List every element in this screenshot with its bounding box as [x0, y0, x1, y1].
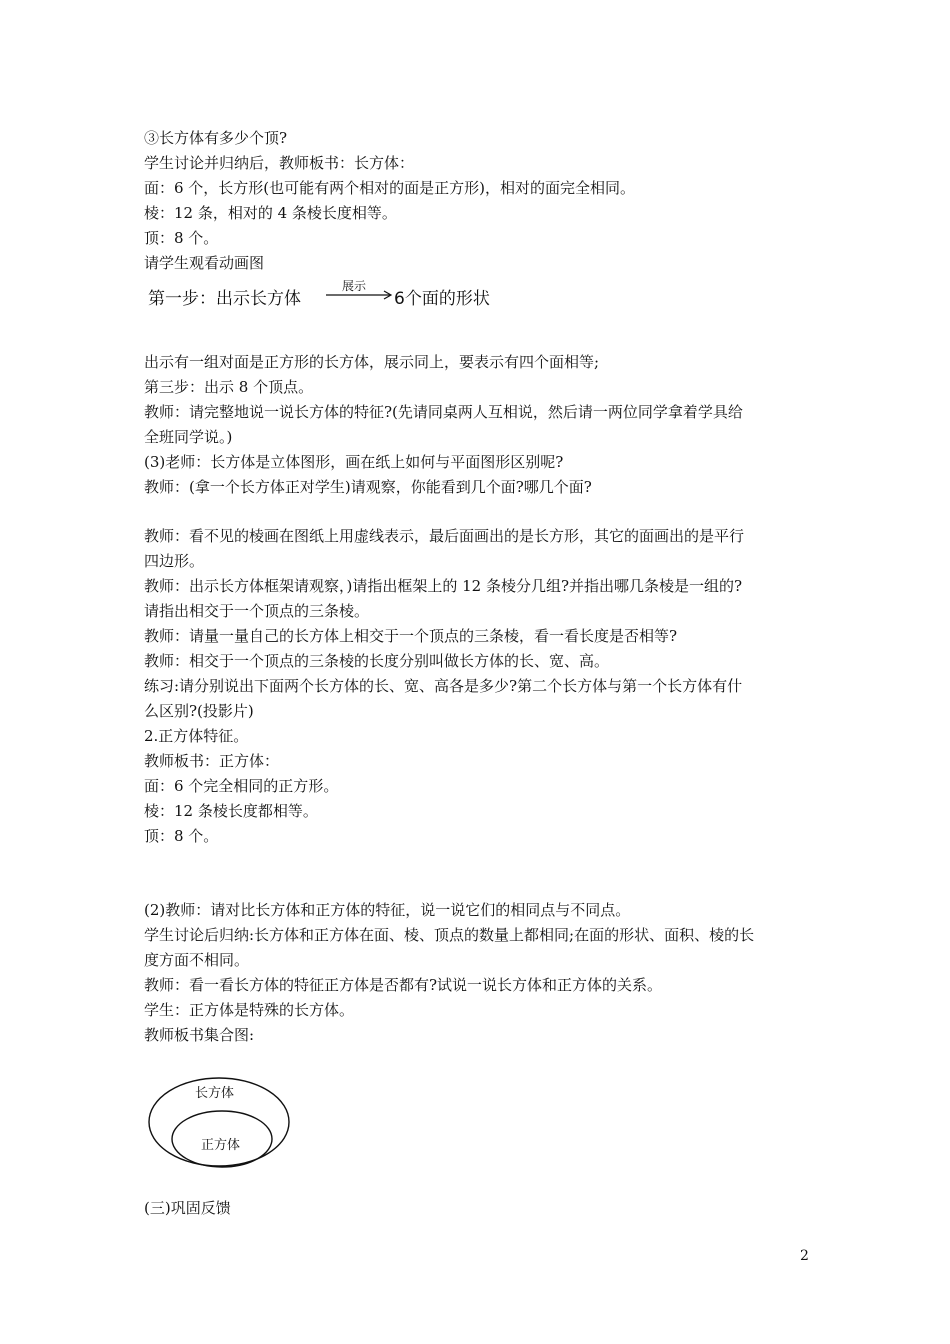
text-line: (3)老师：长方体是立体图形，画在纸上如何与平面图形区别呢?: [144, 453, 564, 471]
text-line: 顶：8 个。: [144, 827, 219, 845]
text-line: 教师：看一看长方体的特征正方体是否都有?试说一说长方体和正方体的关系。: [144, 976, 663, 994]
text-line: 教师：相交于一个顶点的三条棱的长度分别叫做长方体的长、宽、高。: [144, 652, 610, 670]
arrow-icon: [326, 278, 396, 306]
text-line: 教师：看不见的棱画在图纸上用虚线表示，最后面画出的是长方形，其它的面画出的是平行: [144, 527, 745, 545]
text-line: 学生：正方体是特殊的长方体。: [144, 1001, 355, 1019]
set-diagram: [147, 1076, 293, 1168]
page-number: 2: [800, 1248, 809, 1264]
text-line: 请指出相交于一个顶点的三条棱。: [144, 602, 370, 620]
arrow-label: 展示: [342, 279, 367, 293]
text-line: 教师：(拿一个长方体正对学生)请观察，你能看到几个面?哪几个面?: [144, 478, 592, 496]
step-diagram: [148, 278, 548, 308]
text-line: 教师板书集合图:: [144, 1026, 255, 1044]
text-line: 练习:请分别说出下面两个长方体的长、宽、高各是多少?第二个长方体与第一个长方体有什: [144, 677, 743, 695]
text-line: 教师：请量一量自己的长方体上相交于一个顶点的三条棱，看一看长度是否相等?: [144, 627, 678, 645]
text-line: 请学生观看动画图: [144, 254, 265, 272]
text-line: 学生讨论并归纳后，教师板书：长方体：: [144, 154, 415, 172]
inner-set-label: 正方体: [201, 1138, 241, 1153]
text-line: 全班同学说。): [144, 428, 233, 446]
text-line: 面：6 个完全相同的正方形。: [144, 777, 339, 795]
text-line: 度方面不相同。: [144, 951, 250, 969]
text-line: 学生讨论后归纳:长方体和正方体在面、棱、顶点的数量上都相同;在面的形状、面积、棱的长: [144, 926, 755, 944]
text-line: 棱：12 条，相对的 4 条棱长度相等。: [144, 204, 397, 222]
step-right-text: 6个面的形状: [394, 289, 490, 309]
text-line: 教师：请完整地说一说长方体的特征?(先请同桌两人互相说，然后请一两位同学拿着学具给: [144, 403, 743, 421]
text-line: 教师板书：正方体：: [144, 752, 280, 770]
step-left-text: 第一步：出示长方体: [148, 289, 301, 309]
text-line: 顶：8 个。: [144, 229, 219, 247]
text-line: 么区别?(投影片): [144, 702, 254, 720]
text-line: 四边形。: [144, 552, 205, 570]
text-line: 2.正方体特征。: [144, 727, 249, 745]
text-line: 教师：出示长方体框架请观察，)请指出框架上的 12 条棱分几组?并指出哪几条棱是一组的?: [144, 577, 743, 595]
text-line: ③长方体有多少个顶?: [144, 129, 288, 147]
section-heading: (三)巩固反馈: [144, 1199, 231, 1217]
outer-set-label: 长方体: [195, 1086, 235, 1101]
text-line: 第三步：出示 8 个顶点。: [144, 378, 314, 396]
text-line: 面：6 个，长方形(也可能有两个相对的面是正方形)，相对的面完全相同。: [144, 179, 636, 197]
text-line: (2)教师：请对比长方体和正方体的特征，说一说它们的相同点与不同点。: [144, 901, 631, 919]
text-line: 出示有一组对面是正方形的长方体，展示同上，要表示有四个面相等;: [144, 353, 600, 371]
text-line: 棱：12 条棱长度都相等。: [144, 802, 318, 820]
